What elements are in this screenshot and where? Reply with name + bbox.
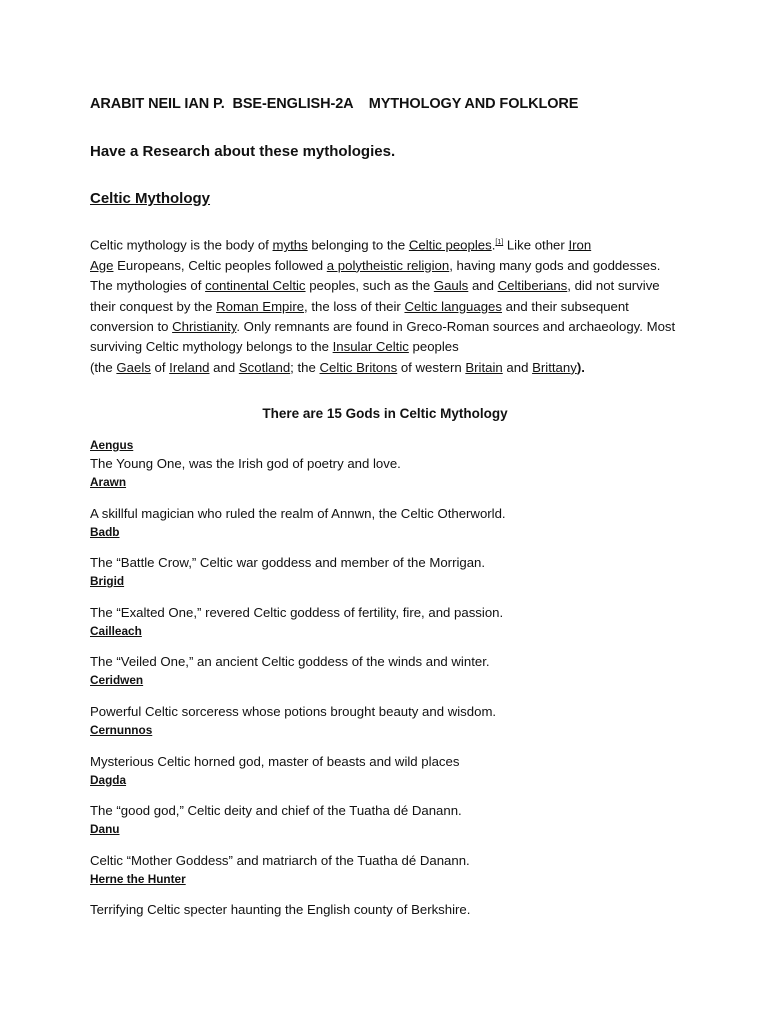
god-name[interactable]: Cailleach [90, 623, 142, 638]
intro-text: . Only remnants are found in Greco-Roman sources and archaeology. Most surviving Celtic mythology belongs to the [90, 319, 676, 355]
link-myths[interactable]: myths [272, 237, 308, 253]
link-iron-age[interactable]: Iron [568, 237, 592, 253]
intro-text: Celtic mythology is the body of [90, 237, 273, 253]
intro-text: belonging to the [307, 237, 409, 253]
god-name[interactable]: Herne the Hunter [90, 871, 186, 886]
god-name[interactable]: Aengus [90, 438, 134, 452]
page-subtitle: Have a Research about these mythologies. [90, 143, 396, 160]
god-name[interactable]: Dagda [90, 772, 127, 787]
god-description: Powerful Celtic sorceress whose potions brought beauty and wisdom. [90, 703, 497, 719]
intro-paragraph: Celtic mythology is the body of myths belonging to the Celtic peoples.[1] Like other Iron Age Europeans, Celtic peoples followed a polytheistic religion, having many gods and goddesses. The mythologies of continental Celtic peoples, such as the Gauls and Celtiberians, did not survive their conquest by the Roman Empire, the loss of their Celtic languages and their subsequent conversion to Christianity. Only remnants are found in Greco-Roman sources and archaeology. Most surviving Celtic mythology belongs to the Insular Celtic peoples (the Gaels of Ireland and Scotland; the Celtic Britons of western Britain and Brittany). [90, 237, 676, 375]
intro-text: ; the [290, 359, 320, 375]
god-list [90, 437, 680, 920]
link-gauls[interactable]: Gauls [433, 278, 469, 294]
link-iron-age[interactable]: Age [90, 257, 114, 273]
intro-text: Europeans, Celtic peoples followed [113, 257, 327, 273]
god-description: The “good god,” Celtic deity and chief of the Tuatha dé Danann. [90, 803, 462, 819]
link-christianity[interactable]: Christianity [172, 319, 237, 335]
intro-text: peoples, such as the [305, 278, 434, 294]
section-title: Celtic Mythology [90, 190, 211, 207]
god-description: A skillful magician who ruled the realm of Annwn, the Celtic Otherworld. [90, 505, 506, 521]
intro-text: and [209, 359, 239, 375]
link-celtic-peoples[interactable]: Celtic peoples [408, 237, 492, 253]
link-celtic-britons[interactable]: Celtic Britons [319, 359, 398, 375]
link-celtiberians[interactable]: Celtiberians [497, 278, 568, 294]
intro-text: , having many gods and goddesses. The mythologies of [90, 257, 661, 294]
header-line: ARABIT NEIL IAN P. BSE-ENGLISH-2A MYTHOLOGY AND FOLKLORE [90, 96, 579, 112]
link-roman-empire[interactable]: Roman Empire [216, 298, 305, 314]
intro-text: and [468, 278, 498, 294]
gods-heading: There are 15 Gods in Celtic Mythology [262, 406, 508, 421]
god-name[interactable]: Ceridwen [90, 673, 144, 688]
god-description: The “Battle Crow,” Celtic war goddess and member of the Morrigan. [90, 555, 486, 571]
link-gaels[interactable]: Gaels [116, 359, 151, 375]
intro-text: and their subsequent conversion to [90, 298, 629, 335]
link-polytheistic-religion[interactable]: a polytheistic religion [326, 257, 450, 273]
god-description: Mysterious Celtic horned god, master of beasts and wild places [90, 753, 460, 769]
god-description: Celtic “Mother Goddess” and matriarch of the Tuatha dé Danann. [90, 852, 470, 868]
link-continental-celtic[interactable]: continental Celtic [205, 278, 306, 294]
intro-text: , the loss of their [304, 298, 405, 314]
link-britain[interactable]: Britain [465, 359, 503, 375]
god-name[interactable]: Arawn [90, 475, 127, 489]
god-name[interactable]: Cernunnos [90, 722, 153, 737]
link-scotland[interactable]: Scotland [238, 359, 291, 375]
reference-link[interactable]: [1] [495, 239, 504, 246]
god-name[interactable]: Badb [90, 524, 120, 539]
intro-text: , did not survive their conquest by the [90, 278, 660, 314]
god-description: The “Exalted One,” revered Celtic goddess of fertility, fire, and passion. [90, 604, 504, 620]
god-description: Terrifying Celtic specter haunting the English county of Berkshire. [90, 902, 471, 918]
link-celtic-languages[interactable]: Celtic languages [404, 298, 502, 314]
link-brittany[interactable]: Brittany [532, 359, 577, 375]
link-insular-celtic[interactable]: Insular Celtic [332, 339, 409, 355]
link-ireland[interactable]: Ireland [169, 359, 210, 375]
intro-text: of [150, 359, 170, 375]
god-description: The Young One, was the Irish god of poetry and love. [90, 456, 401, 471]
god-name[interactable]: Brigid [90, 574, 125, 589]
intro-text: and [502, 359, 533, 375]
intro-text: Like other [503, 237, 569, 253]
god-description: The “Veiled One,” an ancient Celtic goddess of the winds and winter. [90, 654, 490, 670]
intro-text: (the [90, 359, 117, 375]
god-name[interactable]: Danu [90, 822, 120, 837]
intro-text: ). [576, 359, 585, 375]
intro-text: peoples [408, 339, 459, 355]
intro-text: of western [397, 359, 466, 375]
